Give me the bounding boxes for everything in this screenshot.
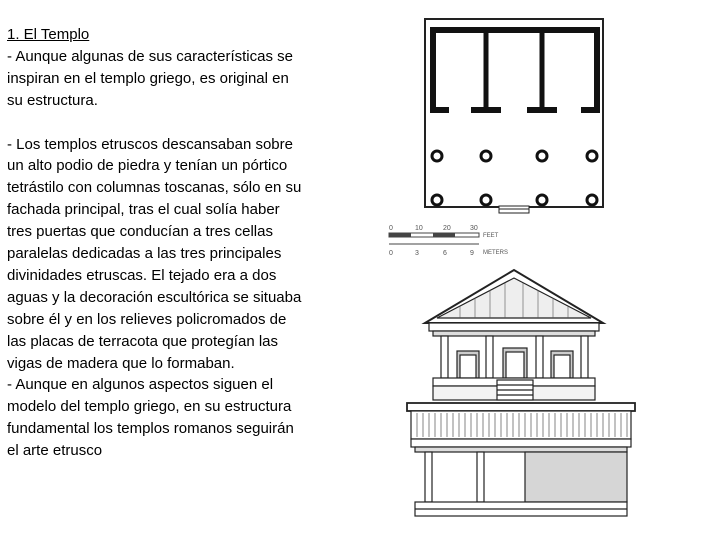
scale-bar <box>389 225 508 257</box>
meters-tick-0: 0 <box>389 250 393 257</box>
feet-tick-2: 20 <box>443 225 451 232</box>
paragraph-intro: - Aunque algunas de sus características se inspiran en el templo griego, es original en su estructura. <box>7 47 293 109</box>
temple-drawing <box>385 18 643 518</box>
slide-text <box>7 24 307 462</box>
paragraph-description: - Los templos etruscos descansaban sobre un alto podio de piedra y tenían un pórtico tetrástilo con columnas toscanas, sólo en su fachada principal, tras el cual solía haber tres puertas que conducían a tres cellas paralelas dedicadas a las tres principales divinidades etruscas. El tejado era a dos aguas y la decoración escultórica se situaba sobre él y en los relieves policromados de las placas de terracota que protegían las vigas de madera que lo formaban. <box>7 135 302 372</box>
feet-tick-1: 10 <box>415 225 423 232</box>
temple-floor-plan <box>425 19 603 213</box>
temple-side-elevation <box>407 403 635 516</box>
meters-tick-2: 6 <box>443 250 447 257</box>
feet-tick-0: 0 <box>389 225 393 232</box>
feet-label: FEET <box>483 233 499 239</box>
slide-title: 1. El Templo <box>7 26 90 43</box>
paragraph-gap <box>7 112 307 134</box>
temple-front-elevation <box>425 270 603 400</box>
meters-label: METERS <box>483 250 509 256</box>
meters-tick-3: 9 <box>470 250 474 257</box>
paragraph-conclusion: - Aunque en algunos aspectos siguen el modelo del templo griego, en su estructura fundamental los templos romanos seguirán el arte etrusco <box>7 376 294 460</box>
feet-tick-3: 30 <box>470 225 478 232</box>
meters-tick-1: 3 <box>415 250 419 257</box>
